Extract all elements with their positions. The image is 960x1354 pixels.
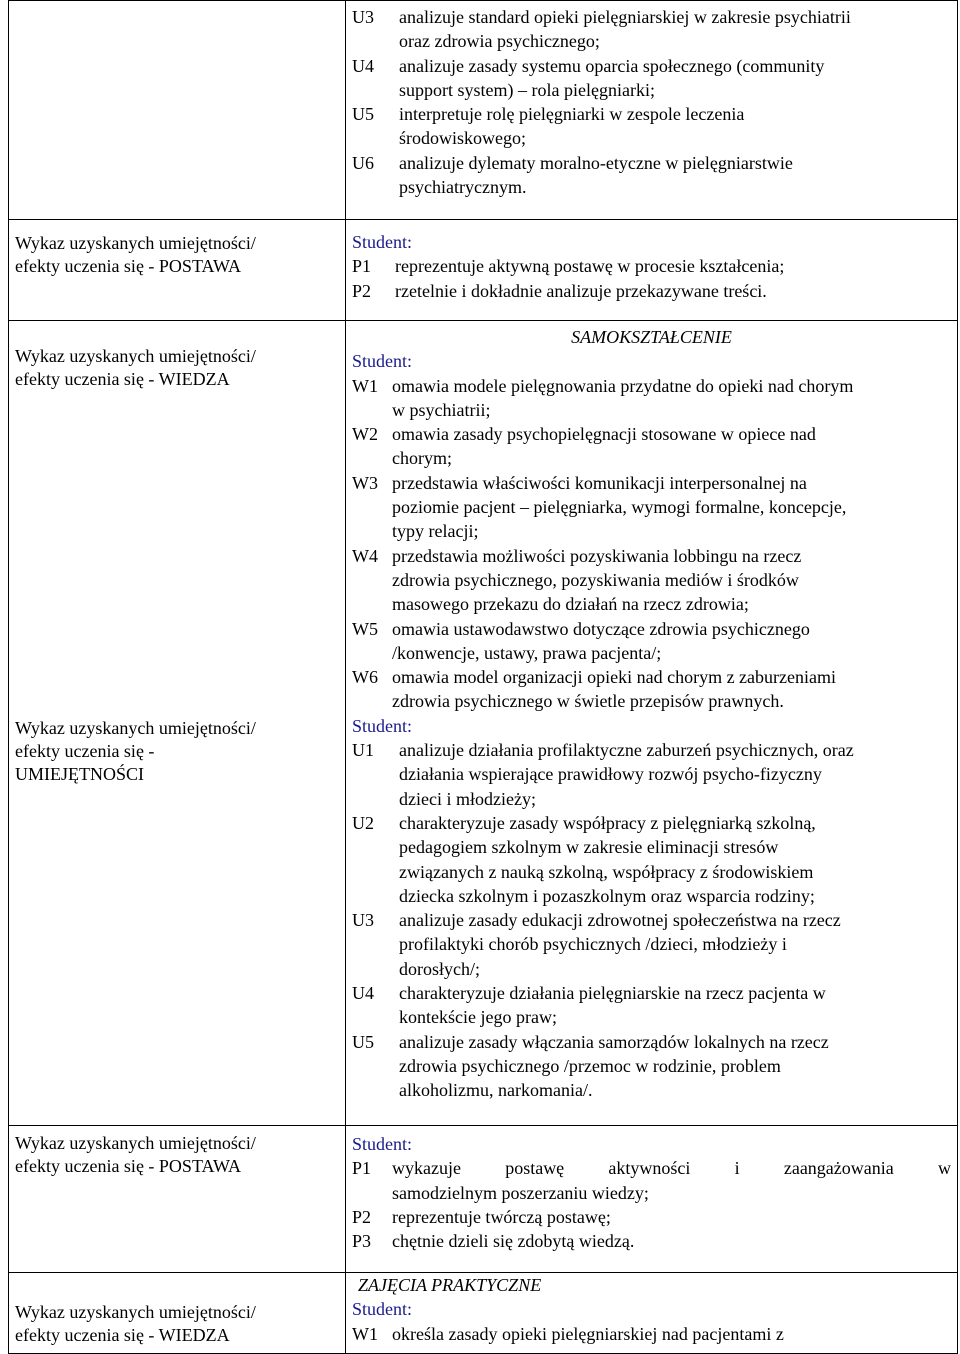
item-code: U3	[352, 7, 374, 27]
list-item	[352, 981, 951, 1030]
item-text-line: analizuje zasady włączania samorządów lokalnych na rzecz	[399, 1031, 829, 1052]
row-label-line: efekty uczenia się - WIEDZA	[15, 369, 230, 389]
list-item	[352, 617, 951, 666]
item-code: W1	[352, 375, 378, 396]
item-code: U5	[352, 104, 374, 125]
list-item	[352, 544, 951, 617]
label-cell	[9, 321, 346, 1126]
content-cell	[346, 1273, 958, 1354]
item-code: W1	[352, 1323, 378, 1344]
list-item	[352, 665, 951, 714]
list-item	[352, 102, 951, 151]
item-code: U2	[352, 812, 374, 833]
item-text-line: wykazuje postawę aktywności i zaangażowania w	[392, 1158, 951, 1179]
item-text-line: dziecka szkolnym i pozaszkolnym oraz wsparcia rodziny;	[399, 885, 815, 906]
item-text-line: w psychiatrii;	[392, 399, 491, 420]
item-text-line: analizuje działania profilaktyczne zaburzeń psychicznych, oraz	[399, 740, 854, 761]
item-code: W4	[352, 545, 378, 566]
label-cell	[9, 220, 346, 321]
item-code: U1	[352, 740, 374, 761]
row-label-line: Wykaz uzyskanych umiejętności/	[15, 1133, 256, 1153]
list-item	[352, 1229, 951, 1253]
label-cell	[9, 1126, 346, 1273]
table-row	[9, 1, 958, 220]
item-text-line: masowego przekazu do działań na rzecz zdrowia;	[392, 594, 749, 615]
section-heading: SAMOKSZTAŁCENIE	[571, 327, 732, 347]
item-text-line: profilaktyki chorób psychicznych /dzieci, młodzieży i	[399, 934, 787, 955]
item-text-line: typy relacji;	[392, 521, 479, 542]
item-code: P1	[352, 1158, 372, 1179]
list-item	[352, 811, 951, 908]
item-text-line: omawia ustawodawstwo dotyczące zdrowia psychicznego	[392, 618, 810, 639]
item-code: P2	[352, 280, 372, 301]
list-item	[352, 1156, 951, 1205]
item-code: W3	[352, 472, 378, 493]
item-text-line: zdrowia psychicznego, pozyskiwania mediów i środków	[392, 569, 799, 590]
item-text-line: związanych z nauką szkolną, współpracy z środowiskiem	[399, 861, 814, 882]
learning-outcomes-table	[8, 0, 958, 1354]
table-row	[9, 1273, 958, 1354]
student-heading: Student:	[352, 1299, 413, 1320]
item-text-line: zdrowia psychicznego /przemoc w rodzinie, problem	[399, 1055, 781, 1076]
row-label-line: efekty uczenia się - POSTAWA	[15, 256, 242, 276]
item-code: W5	[352, 618, 378, 639]
item-text-line: przedstawia właściwości komunikacji interpersonalnej na	[392, 472, 807, 493]
item-text-line: środowiskowego;	[399, 128, 526, 149]
item-text-line: psychiatrycznym.	[399, 177, 527, 198]
item-text-line: charakteryzuje zasady współpracy z pielęgniarką szkolną,	[399, 812, 816, 833]
item-text-line: analizuje zasady edukacji zdrowotnej społeczeństwa na rzecz	[399, 910, 841, 931]
item-code: U5	[352, 1031, 374, 1052]
content-cell	[346, 1126, 958, 1273]
table-row	[9, 1126, 958, 1273]
row-label-line: Wykaz uzyskanych umiejętności/	[15, 718, 256, 738]
item-text: reprezentuje twórczą postawę;	[392, 1206, 611, 1227]
row-label-line: Wykaz uzyskanych umiejętności/	[15, 1302, 256, 1322]
student-heading: Student:	[352, 232, 413, 252]
item-text-line: omawia modele pielęgnowania przydatne do opieki nad chorym	[392, 375, 854, 396]
content-cell	[346, 1, 958, 220]
item-text-line: działania wspierające prawidłowy rozwój psycho-fizyczny	[399, 764, 822, 785]
item-text: określa zasady opieki pielęgniarskiej nad pacjentami z	[392, 1323, 784, 1344]
row-label-line: UMIEJĘTNOŚCI	[15, 764, 144, 784]
label-cell-empty	[9, 1, 346, 220]
item-code: W6	[352, 667, 378, 688]
item-text-line: analizuje dylematy moralno-etyczne w pielęgniarstwie	[399, 152, 793, 173]
section-heading: ZAJĘCIA PRAKTYCZNE	[358, 1275, 542, 1295]
list-item	[352, 1030, 951, 1103]
item-text-line: pedagogiem szkolnym w zakresie eliminacji stresów	[399, 837, 779, 858]
item-code: P2	[352, 1206, 372, 1227]
list-item	[352, 471, 951, 544]
item-code: P3	[352, 1231, 372, 1252]
item-text-line: oraz zdrowia psychicznego;	[399, 31, 600, 52]
item-text-line: samodzielnym poszerzaniu wiedzy;	[392, 1182, 649, 1203]
list-item	[352, 1205, 951, 1229]
item-text: chętnie dzieli się zdobytą wiedzą.	[392, 1231, 635, 1252]
list-item	[352, 254, 951, 278]
item-text-line: omawia model organizacji opieki nad chorym z zaburzeniami	[392, 667, 836, 688]
item-code: U4	[352, 983, 374, 1004]
row-label-line: Wykaz uzyskanych umiejętności/	[15, 233, 256, 253]
row-label-line: efekty uczenia się -	[15, 741, 155, 761]
student-heading: Student:	[352, 715, 413, 736]
item-text: rzetelnie i dokładnie analizuje przekazywane treści.	[395, 280, 767, 301]
item-code: U6	[352, 152, 374, 173]
item-text-line: support system) – rola pielęgniarki;	[399, 79, 655, 100]
item-text-line: zdrowia psychicznego w świetle przepisów prawnych.	[392, 691, 784, 712]
item-text: reprezentuje aktywną postawę w procesie kształcenia;	[395, 256, 785, 277]
list-item	[352, 54, 951, 103]
student-heading: Student:	[352, 351, 413, 372]
row-label-line: efekty uczenia się - WIEDZA	[15, 1325, 230, 1345]
list-item	[352, 151, 951, 200]
item-text-line: dorosłych/;	[399, 958, 480, 979]
list-item	[352, 5, 951, 54]
item-text-line: analizuje standard opieki pielęgniarskiej w zakresie psychiatrii	[399, 7, 851, 27]
row-label-line: Wykaz uzyskanych umiejętności/	[15, 346, 256, 366]
table-row	[9, 220, 958, 321]
list-item	[352, 738, 951, 811]
item-code: U3	[352, 910, 374, 931]
item-text-line: kontekście jego praw;	[399, 1007, 557, 1028]
item-code: W2	[352, 424, 378, 445]
label-cell	[9, 1273, 346, 1354]
student-heading: Student:	[352, 1134, 413, 1154]
item-text-line: poziomie pacjent – pielęgniarka, wymogi formalne, koncepcje,	[392, 497, 847, 518]
row-label-line: efekty uczenia się - POSTAWA	[15, 1156, 242, 1176]
item-text-line: omawia zasady psychopielęgnacji stosowane w opiece nad	[392, 424, 816, 445]
item-code: U4	[352, 55, 374, 76]
item-text-line: charakteryzuje działania pielęgniarskie na rzecz pacjenta w	[399, 983, 826, 1004]
list-item	[352, 908, 951, 981]
item-text-line: dzieci i młodzieży;	[399, 788, 536, 809]
item-text-line: interpretuje rolę pielęgniarki w zespole leczenia	[399, 104, 745, 125]
item-text-line: chorym;	[392, 448, 452, 469]
content-cell	[346, 321, 958, 1126]
item-text-line: /konwencje, ustawy, prawa pacjenta/;	[392, 642, 662, 663]
item-text-line: przedstawia możliwości pozyskiwania lobbingu na rzecz	[392, 545, 802, 566]
item-code: P1	[352, 256, 372, 277]
item-text-line: analizuje zasady systemu oparcia społecznego (community	[399, 55, 825, 76]
content-cell	[346, 220, 958, 321]
table-row	[9, 321, 958, 1126]
list-item	[352, 374, 951, 423]
list-item	[352, 422, 951, 471]
list-item	[352, 279, 951, 303]
item-text-line: alkoholizmu, narkomania/.	[399, 1080, 593, 1101]
list-item	[352, 1322, 951, 1346]
